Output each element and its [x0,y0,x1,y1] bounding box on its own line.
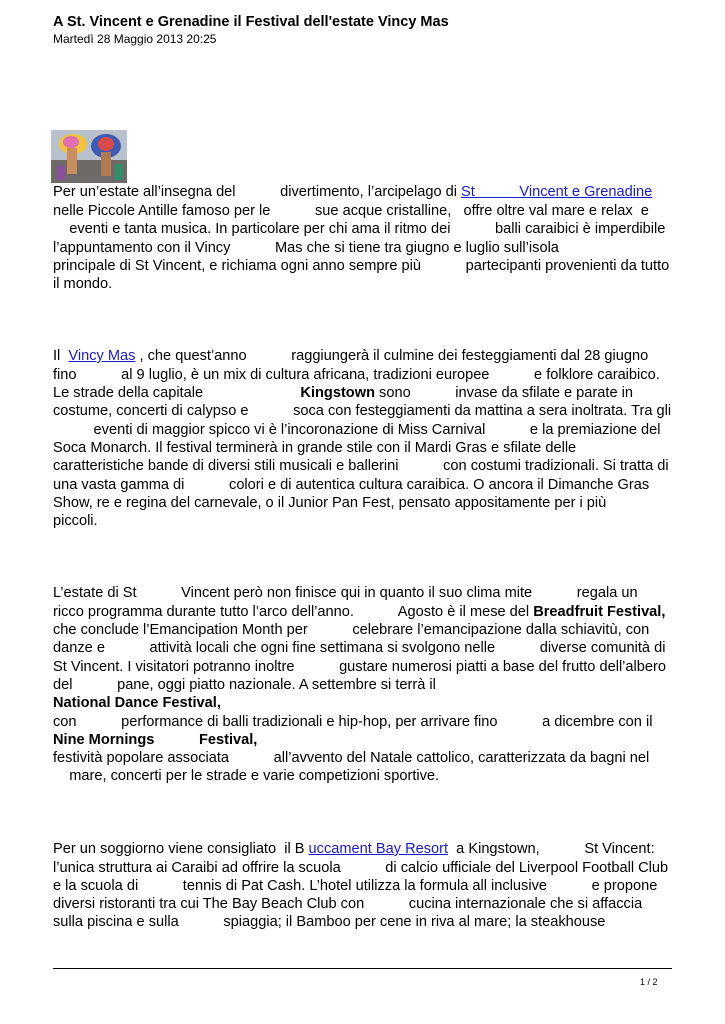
p4-line-5: sulla piscina e sulla spiaggia; il Bamboo per cene in riva al mare; la steakhouse [53,914,606,930]
p2-line-3 [53,384,633,402]
p4-line-3: e la scuola di tennis di Pat Cash. L’hotel utilizza la formula all inclusive e propone [53,878,658,894]
p3-line-5: St Vincent. I visitatori potranno inoltre gustare numerosi piatti a base del frutto dell’albero [53,659,666,675]
p3-line-8: con performance di balli tradizionali e hip-hop, per arrivare fino a dicembre con il [53,714,653,730]
p3-line-9: Nine Mornings Festival, [53,732,258,748]
link-vincy-mas[interactable]: Vincy Mas [68,348,136,364]
p2-line-6: Soca Monarch. Il festival terminerà in grande stile con il Mardi Gras e sfilate delle [53,440,577,456]
link-st-vincent-grenadine[interactable]: St Vincent e Grenadine [461,184,653,200]
p1-line-3: eventi e tanta musica. In particolare per chi ama il ritmo dei balli caraibici è imperdibile [53,221,666,237]
p3-line-4: danze e attività locali che ogni fine settimana si svolgono nelle diverse comunità di [53,640,666,656]
p2-line-7: caratteristiche bande di diversi stili musicali e ballerini con costumi tradizionali. Si tratta di [53,458,669,474]
p3-line-1: L’estate di St Vincent però non finisce qui in quanto il suo clima mite regala un [53,585,638,601]
p4-line-1 [53,840,655,858]
p2-line-4: costume, concerti di calypso e soca con festeggiamenti da mattina a sera inoltrata. Tra gli [53,403,672,419]
breadfruit-festival-bold: Breadfruit Festival, [533,604,666,620]
p2-line-9: Show, re e regina del carnevale, o il Junior Pan Fest, pensato appositamente per i più [53,495,607,511]
p2-text: Il [53,348,69,364]
p1-text: Per un’estate all’insegna del divertimento, l’arcipelago di [53,184,462,200]
link-buccament-bay-resort[interactable]: uccament Bay Resort [308,841,449,857]
p3-line-10: festività popolare associata all’avvento del Natale cattolico, caratterizzata da bagni nel [53,750,650,766]
p2-line-10: piccoli. [53,513,98,529]
p4-line-4: diversi ristoranti tra cui The Bay Beach Club con cucina internazionale che si affaccia [53,896,643,912]
page-number: 1 / 2 [640,977,658,987]
p1-line-2: nelle Piccole Antille famoso per le sue acque cristalline, offre oltre val mare e relax e [53,203,649,219]
p4-line-2: l’unica struttura ai Caraibi ad offrire la scuola di calcio ufficiale del Liverpool Football Club [53,860,669,876]
p2-text: sono invase da sfilate e parate in [375,385,633,401]
p2-text: Le strade della capitale [53,385,301,401]
p3-line-11: mare, concerti per le strade e varie competizioni sportive. [53,768,440,784]
p3-line-2 [53,603,665,621]
p1-line-4: l’appuntamento con il Vincy Mas che si tiene tra giugno e luglio sull’isola [53,240,559,256]
p3-line-6: del pane, oggi piatto nazionale. A settembre si terrà il [53,677,436,693]
p2-text: , che quest’anno raggiungerà il culmine dei festeggiamenti dal 28 giugno [135,348,649,364]
publish-date: Martedì 28 Maggio 2013 20:25 [53,32,217,46]
p1-line-5: principale di St Vincent, e richiama ogni anno sempre più partecipanti provenienti da tutto [53,258,670,274]
kingstown-bold: Kingstown [300,385,375,401]
p1-line-6: il mondo. [53,276,113,292]
p2-line-8: una vasta gamma di colori e di autentica cultura caraibica. O ancora il Dimanche Gras [53,477,650,493]
p3-line-3: che conclude l’Emancipation Month per celebrare l’emancipazione dalla schiavitù, con [53,622,650,638]
p4-text: Per un soggiorno viene consigliato il B [53,841,309,857]
p2-line-1 [53,347,648,365]
carnival-photo-icon [51,130,127,183]
p2-line-2: fino al 9 luglio, è un mix di cultura africana, tradizioni europee e folklore caraibico. [53,367,660,383]
p2-line-5: eventi di maggior spicco vi è l’incoronazione di Miss Carnival e la premiazione del [53,422,661,438]
p4-text: a Kingstown, St Vincent: [448,841,655,857]
p3-text: ricco programma durante tutto l’arco dell’anno. Agosto è il mese del [53,604,534,620]
p3-line-7: National Dance Festival, [53,695,221,711]
page-title: A St. Vincent e Grenadine il Festival dell'estate Vincy Mas [53,14,449,30]
p1-line-1 [53,183,652,201]
footer-divider [53,968,672,969]
carnival-photo [51,130,127,183]
